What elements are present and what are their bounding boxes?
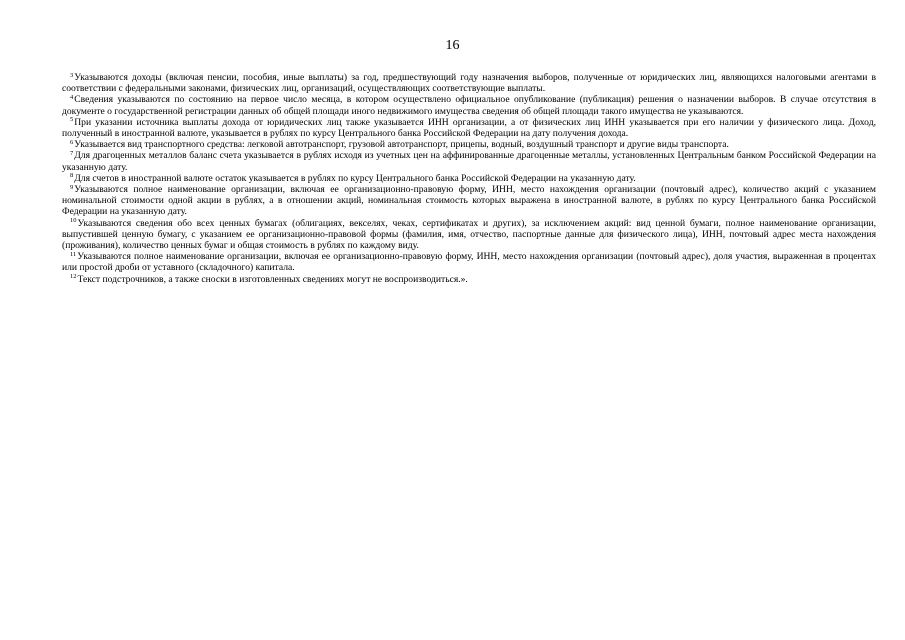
footnote-text: Указываются доходы (включая пенсии, пособия, иные выплаты) за год, предшествующий году назначения выборов, полученные от юридических лиц, являющихся налоговыми агентами в соответствии с федеральными законами, физических лиц, организаций, осуществляющих соответствующие выплаты. [62, 72, 876, 95]
footnote-mark: 6 [70, 138, 74, 146]
footnote-10 [62, 218, 876, 252]
footnote-8 [62, 173, 876, 184]
footnote-mark: 5 [70, 116, 74, 124]
page-number: 16 [445, 38, 460, 53]
footnote-mark: 9 [70, 183, 74, 191]
footnote-3 [62, 72, 876, 94]
footnote-7 [62, 150, 876, 172]
footnote-5 [62, 117, 876, 139]
footnote-mark: 3 [70, 71, 74, 79]
footnote-text: Сведения указываются по состоянию на первое число месяца, в котором осуществлено официальное опубликование (публикация) решения о назначении выборов. В случае отсутствия в документе о государственной регистрации данных об общей площади иного недвижимого имущества сведения об общей площади такого имущества не указываются. [62, 94, 876, 117]
footnote-text: При указании источника выплаты дохода от юридических лиц также указывается ИНН организации, а от физических лиц ИНН указывается при его наличии у физического лица. Доход, полученный в иностранной валюте, указывается в рублях по курсу Центрального банка Российской Федерации на дату получения дохода. [62, 116, 876, 140]
footnote-text: Указываются полное наименование организации, включая ее организационно-правовую форму, ИНН, место нахождения организации (почтовый адрес), количество акций с указанием номинальной стоимости одной акции в рублях, а в отношении акций, номинальная стоимость которых выражена в иностранной валюте, в рублях по курсу Центрального банка Российской Федерации на указанную дату. [62, 184, 876, 218]
footnotes-section [62, 72, 876, 285]
footnote-mark: 11 [70, 250, 77, 258]
footnote-text: Указываются сведения обо всех ценных бумагах (облигациях, векселях, чеках, сертификатах и других), за исключением акций: вид ценной бумаги, полное наименование организации, выпустившей ценную бумагу, с указанием ее организационно-правовой формы (фамилия, имя, отчество, паспортные данные для физического лица), ИНН, почтовый адрес места нахождения (проживания), количество ценных бумаг и общая стоимость в рублях по каждому виду. [62, 217, 876, 252]
footnote-text: Для счетов в иностранной валюте остаток указывается в рублях по курсу Центрального банка Российской Федерации на указанную дату. [74, 172, 636, 184]
footnote-text: Текст подстрочников, а также сноски в изготовленных сведениях могут не воспроизводиться.». [77, 273, 468, 285]
footnote-mark: 12 [70, 273, 77, 281]
footnote-text: Указываются полное наименование организации, включая ее организационно-правовую форму, ИНН, место нахождения организации (почтовый адрес), доля участия, выраженная в процентах или простой дроби от уставного (складочного) капитала. [62, 251, 876, 274]
footnote-12 [62, 274, 876, 285]
footnote-text: Для драгоценных металлов баланс счета указывается в рублях исходя из учетных цен на аффинированные драгоценные металлы, установленных Центральным банком Российской Федерации на указанную дату. [62, 150, 876, 173]
footnote-4 [62, 94, 876, 116]
footnote-9 [62, 184, 876, 218]
footnote-6 [62, 139, 876, 150]
footnote-text: Указывается вид транспортного средства: легковой автотранспорт, грузовой автотранспорт, прицепы, водный, воздушный транспорт и другие виды транспорта. [74, 139, 729, 151]
footnote-11 [62, 251, 876, 273]
footnote-mark: 8 [70, 172, 74, 180]
footnote-mark: 10 [70, 217, 77, 225]
footnote-mark: 7 [70, 149, 74, 157]
footnote-mark: 4 [70, 93, 74, 101]
